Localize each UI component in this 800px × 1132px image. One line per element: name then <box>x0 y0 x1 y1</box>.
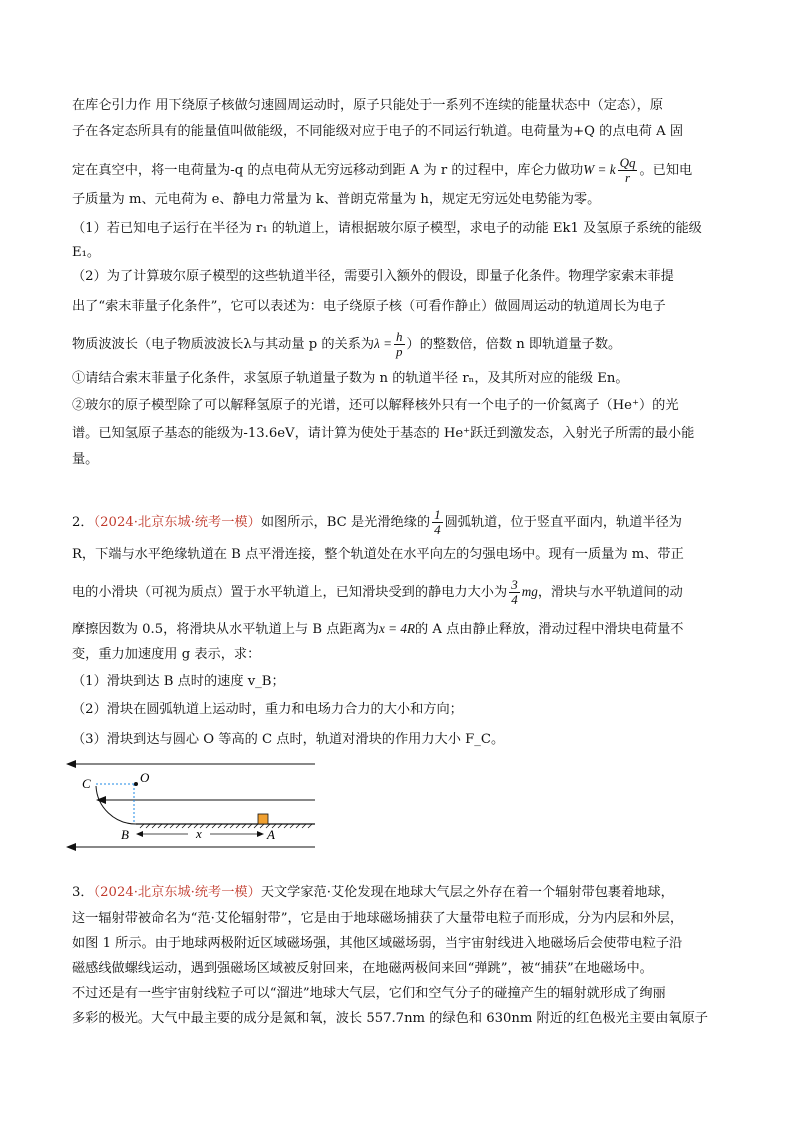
q3-line-4: 磁感线做螺线运动，遇到强磁场区域被反射回来，在地磁两极间来回“弹跳”，被“捕获”在地磁场中。 <box>72 961 653 976</box>
q2-line-3-text-a: 电的小滑块（可视为质点）置于水平轨道上，已知滑块受到的静电力大小为 <box>72 585 508 600</box>
q2-line-1-text-b: 圆弧轨道，位于竖直平面内，轨道半径为 <box>444 515 682 530</box>
q1-line-7: （2）为了计算玻尔原子模型的这些轨道半径，需要引入额外的假设，即量子化条件。物理学家索末菲提 <box>72 269 674 284</box>
force-den: 4 <box>511 592 518 607</box>
q2-line-4-text-b: 的 A 点由静止释放，滑动过程中滑块电荷量不 <box>415 622 684 637</box>
de-broglie-num: h <box>396 329 403 344</box>
quarter-den: 4 <box>434 522 441 537</box>
q2-line-4-text-a: 摩擦因数为 0.5，将滑块从水平轨道上与 B 点距离为 <box>72 622 379 637</box>
coulomb-work-den: r <box>625 170 631 185</box>
q1-line-3 <box>72 156 692 185</box>
q3-line-2: 这一辐射带被命名为“范·艾伦辐射带”，它是由于地球磁场捕获了大量带电粒子而形成，分为内层和外层， <box>72 911 684 926</box>
label-x: x <box>196 826 202 841</box>
q2-number: 2． <box>72 515 94 530</box>
q1-line-12: 谱。已知氢原子基态的能级为-13.6eV，请计算为使处于基态的 He⁺跃迁到激发态，入射光子所需的最小能 <box>72 426 695 441</box>
q3-line-6: 多彩的极光。大气中最主要的成分是氮和氧，波长 557.7nm 的绿色和 630nm 附近的红色极光主要由氧原子 <box>72 1011 708 1026</box>
q1-line-9-text-a: 物质波波长（电子物质波波长λ与其动量 p 的关系为 <box>72 337 375 352</box>
center-point-o <box>134 782 138 786</box>
q2-line-2: R，下端与水平绝缘轨道在 B 点平滑连接，整个轨道处在水平向左的匀强电场中。现有一质量为 m、带正 <box>72 547 684 562</box>
force-mg: mg <box>521 584 538 599</box>
de-broglie-den: p <box>396 344 403 359</box>
dimension-arrow-right <box>257 831 264 837</box>
quarter-num: 1 <box>434 507 441 522</box>
q1-line-5: （1）若已知电子运行在半径为 r₁ 的轨道上，请根据玻尔原子模型，求电子的动能 Ek1 及氢原子系统的能级 <box>72 221 702 236</box>
q1-line-6: E₁。 <box>72 245 101 260</box>
q2-part-1: （1）滑块到达 B 点时的速度 v_B； <box>72 674 285 689</box>
q3-line-1 <box>72 883 674 903</box>
q3-line-3: 如图 1 所示。由于地球两极附近区域磁场强，其他区域磁场弱，当宇宙射线进入地磁场后会使带电粒子沿 <box>72 936 683 951</box>
q2-source-tag: （2024·北京东城·统考一模） <box>93 515 261 530</box>
q2-line-4 <box>72 619 683 640</box>
label-a: A <box>267 827 275 842</box>
force-num: 3 <box>511 577 518 592</box>
q3-source-tag: （2024·北京东城·统考一模） <box>93 885 261 900</box>
de-broglie-fraction <box>394 330 405 359</box>
q1-line-13: 量。 <box>72 452 99 467</box>
q1-line-1: 在库仑引力作 用下绕原子核做匀速圆周运动时，原子只能处于一系列不连续的能量状态中（定态），原 <box>72 98 664 113</box>
q2-part-3: （3）滑块到达与圆心 O 等高的 C 点时，轨道对滑块的作用力大小 F_C。 <box>72 732 505 747</box>
q1-line-3-text-b: 。已知电 <box>639 163 693 178</box>
q1-line-4: 子质量为 m、元电荷为 e、静电力常量为 k、普朗克常量为 h，规定无穷远处电势能为零。 <box>72 192 601 207</box>
q3-line-5: 不过还是有一些宇宙射线粒子可以“溜进”地球大气层，它们和空气分子的碰撞产生的辐射就形成了绚丽 <box>72 986 666 1001</box>
q2-figure <box>60 752 330 857</box>
q2-line-5: 变，重力加速度用 g 表示，求： <box>72 647 261 662</box>
q1-line-10: ①请结合索末菲量子化条件，求氢原子轨道量子数为 n 的轨道半径 rₙ，及其所对应的能级 En。 <box>72 371 629 386</box>
field-arrow-top <box>66 760 76 768</box>
q1-line-2: 子在各定态所具有的能量值叫做能级，不同能级对应于电子的不同运行轨道。电荷量为+Q 的点电荷 A 固 <box>72 124 684 139</box>
q1-line-9 <box>72 330 621 359</box>
q2-line-1 <box>72 508 682 537</box>
q1-line-11: ②玻尔的原子模型除了可以解释氢原子的光谱，还可以解释核外只有一个电子的一价氦离子（He⁺）的光 <box>72 398 679 413</box>
de-broglie-lhs: λ = <box>374 336 393 351</box>
q2-line-1-text-a: 如图所示，BC 是光滑绝缘的 <box>260 515 431 530</box>
field-arrow-bottom <box>66 843 76 851</box>
q1-line-9-text-b: ）的整数倍，倍数 n 即轨道量子数。 <box>406 337 622 352</box>
q1-line-3-text-a: 定在真空中，将一电荷量为-q 的点电荷从无穷远移动到距 A 为 r 的过程中，库仑力做功 <box>72 163 584 178</box>
coulomb-work-fraction <box>618 156 638 185</box>
q2-line-3 <box>72 578 683 607</box>
q3-line-1-text: 天文学家范·艾伦发现在地球大气层之外存在着一个辐射带包裹着地球， <box>260 885 674 900</box>
dimension-arrow-left <box>136 831 143 837</box>
q2-part-2: （2）滑块在圆弧轨道上运动时，重力和电场力合力的大小和方向； <box>72 702 463 717</box>
force-fraction <box>509 578 520 607</box>
arc-track <box>96 786 136 824</box>
q1-line-8: 出了“索末菲量子化条件”，它可以表述为：电子绕原子核（可看作静止）做圆周运动的轨道周长为电子 <box>72 299 666 314</box>
quarter-fraction <box>432 508 443 537</box>
label-b: B <box>121 827 129 842</box>
q2-line-3-text-b: ，滑块与水平轨道间的动 <box>537 585 683 600</box>
label-c: C <box>82 776 91 791</box>
distance-eq: x = 4R <box>379 621 415 636</box>
slider-block <box>258 814 268 824</box>
coulomb-work-num: Qq <box>619 155 636 170</box>
label-o: O <box>140 770 150 785</box>
q3-number: 3． <box>72 885 94 900</box>
coulomb-work-lhs: W = k <box>583 162 616 177</box>
